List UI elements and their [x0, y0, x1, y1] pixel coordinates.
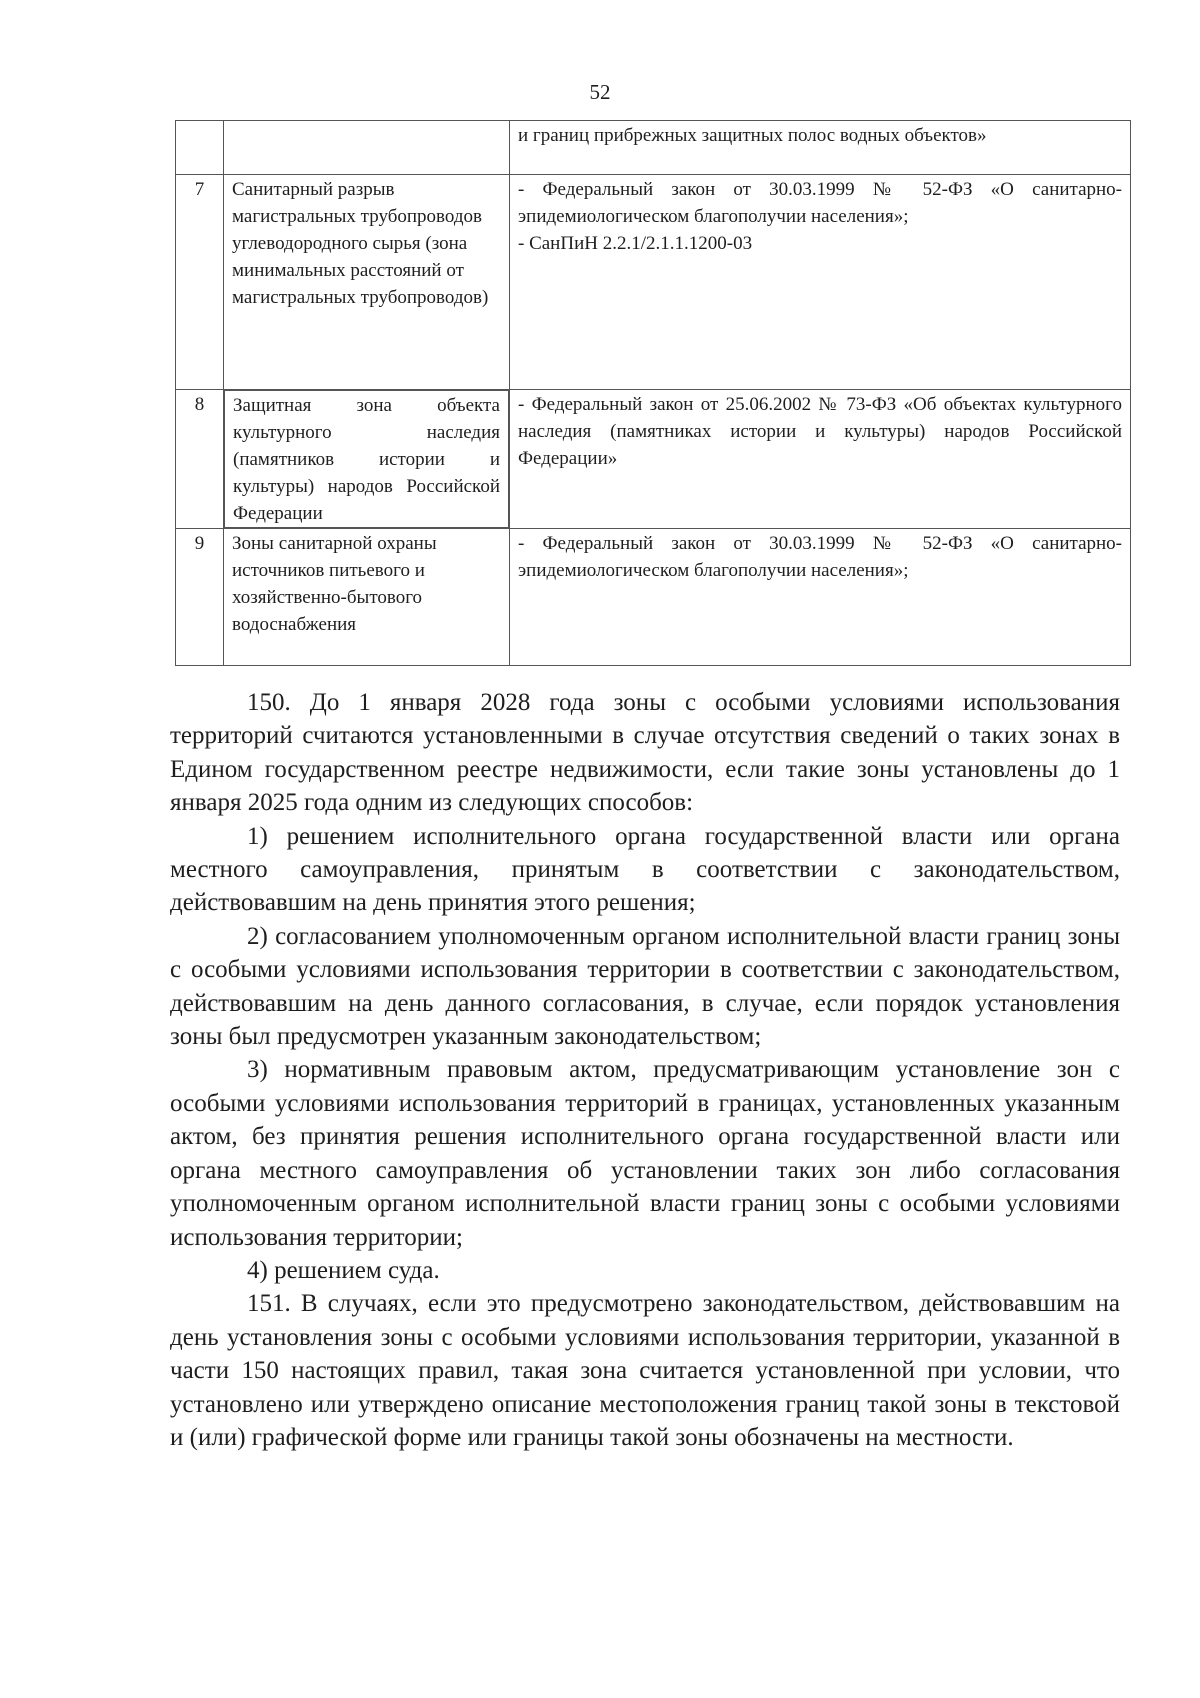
row-number: 8	[176, 390, 224, 529]
body-text	[170, 686, 1120, 1454]
row-number	[176, 121, 224, 175]
zone-name: Санитарный разрыв магистральных трубопроводов углеводородного сырья (зона минимальных расстояний от магистральных трубопроводов)	[224, 175, 510, 390]
legal-basis	[510, 390, 1131, 529]
list-item-3: 3) нормативным правовым актом, предусматривающим установление зон с особыми условиями использования территорий в границах, установленных указанным актом, без принятия решения исполнительного органа государственной власти или органа местного самоуправления об установлении таких зон либо согласования уполномоченным органом исполнительной власти границ зоны с особыми условиями использования территории;	[170, 1056, 1120, 1251]
table-row	[176, 175, 1131, 390]
legal-basis	[510, 175, 1131, 390]
list-item-4: 4) решением суда.	[247, 1256, 440, 1284]
page-number: 52	[589, 80, 611, 104]
legal-basis	[510, 529, 1131, 666]
zone-name: Защитная зона объекта культурного наследия (памятников истории и культуры) народов Российской Федерации	[224, 390, 509, 528]
legal-basis-item: и границ прибрежных защитных полос водных объектов»	[518, 125, 987, 146]
row-number: 9	[176, 529, 224, 666]
table-row	[176, 121, 1131, 175]
paragraph-150: 150. До 1 января 2028 года зоны с особыми условиями использования территорий считаются установленными в случае отсутствия сведений о таких зонах в Едином государственном реестре недвижимости, если такие зоны установлены до 1 января 2025 года одним из следующих способов:	[170, 689, 1120, 817]
legal-basis-item: - Федеральный закон от 30.03.1999 № 52-ФЗ «О санитарно-эпидемиологическом благополучии населения»;	[518, 533, 1122, 581]
list-item-2: 2) согласованием уполномоченным органом исполнительной власти границ зоны с особыми условиями использования территории в соответствии с законодательством, действовавшим на день данного согласования, в случае, если порядок установления зоны был предусмотрен указанным законодательством;	[170, 922, 1120, 1051]
legal-basis-item: - СанПиН 2.2.1/2.1.1.1200-03	[518, 233, 753, 254]
legal-basis	[510, 121, 1131, 175]
zone-name: Зоны санитарной охраны источников питьевого и хозяйственно-бытового водоснабжения	[224, 529, 510, 666]
row-number: 7	[176, 175, 224, 390]
zones-table	[175, 120, 1131, 666]
legal-basis-item: - Федеральный закон от 25.06.2002 № 73-ФЗ «Об объектах культурного наследия (памятниках истории и культуры) народов Российской Федерации»	[518, 394, 1122, 469]
zone-name	[224, 121, 510, 175]
table-row	[176, 529, 1131, 666]
paragraph-151: 151. В случаях, если это предусмотрено законодательством, действовавшим на день установления зоны с особыми условиями использования территории, указанной в части 150 настоящих правил, такая зона считается установленной при условии, что установлено или утверждено описание местоположения границ такой зоны в текстовой и (или) графической форме или границы такой зоны обозначены на местности.	[170, 1290, 1120, 1451]
legal-basis-item: - Федеральный закон от 30.03.1999 № 52-ФЗ «О санитарно-эпидемиологическом благополучии населения»;	[518, 179, 1122, 227]
list-item-1: 1) решением исполнительного органа государственной власти или органа местного самоуправления, принятым в соответствии с законодательством, действовавшим на день принятия этого решения;	[170, 822, 1120, 917]
table-row	[176, 390, 1131, 529]
